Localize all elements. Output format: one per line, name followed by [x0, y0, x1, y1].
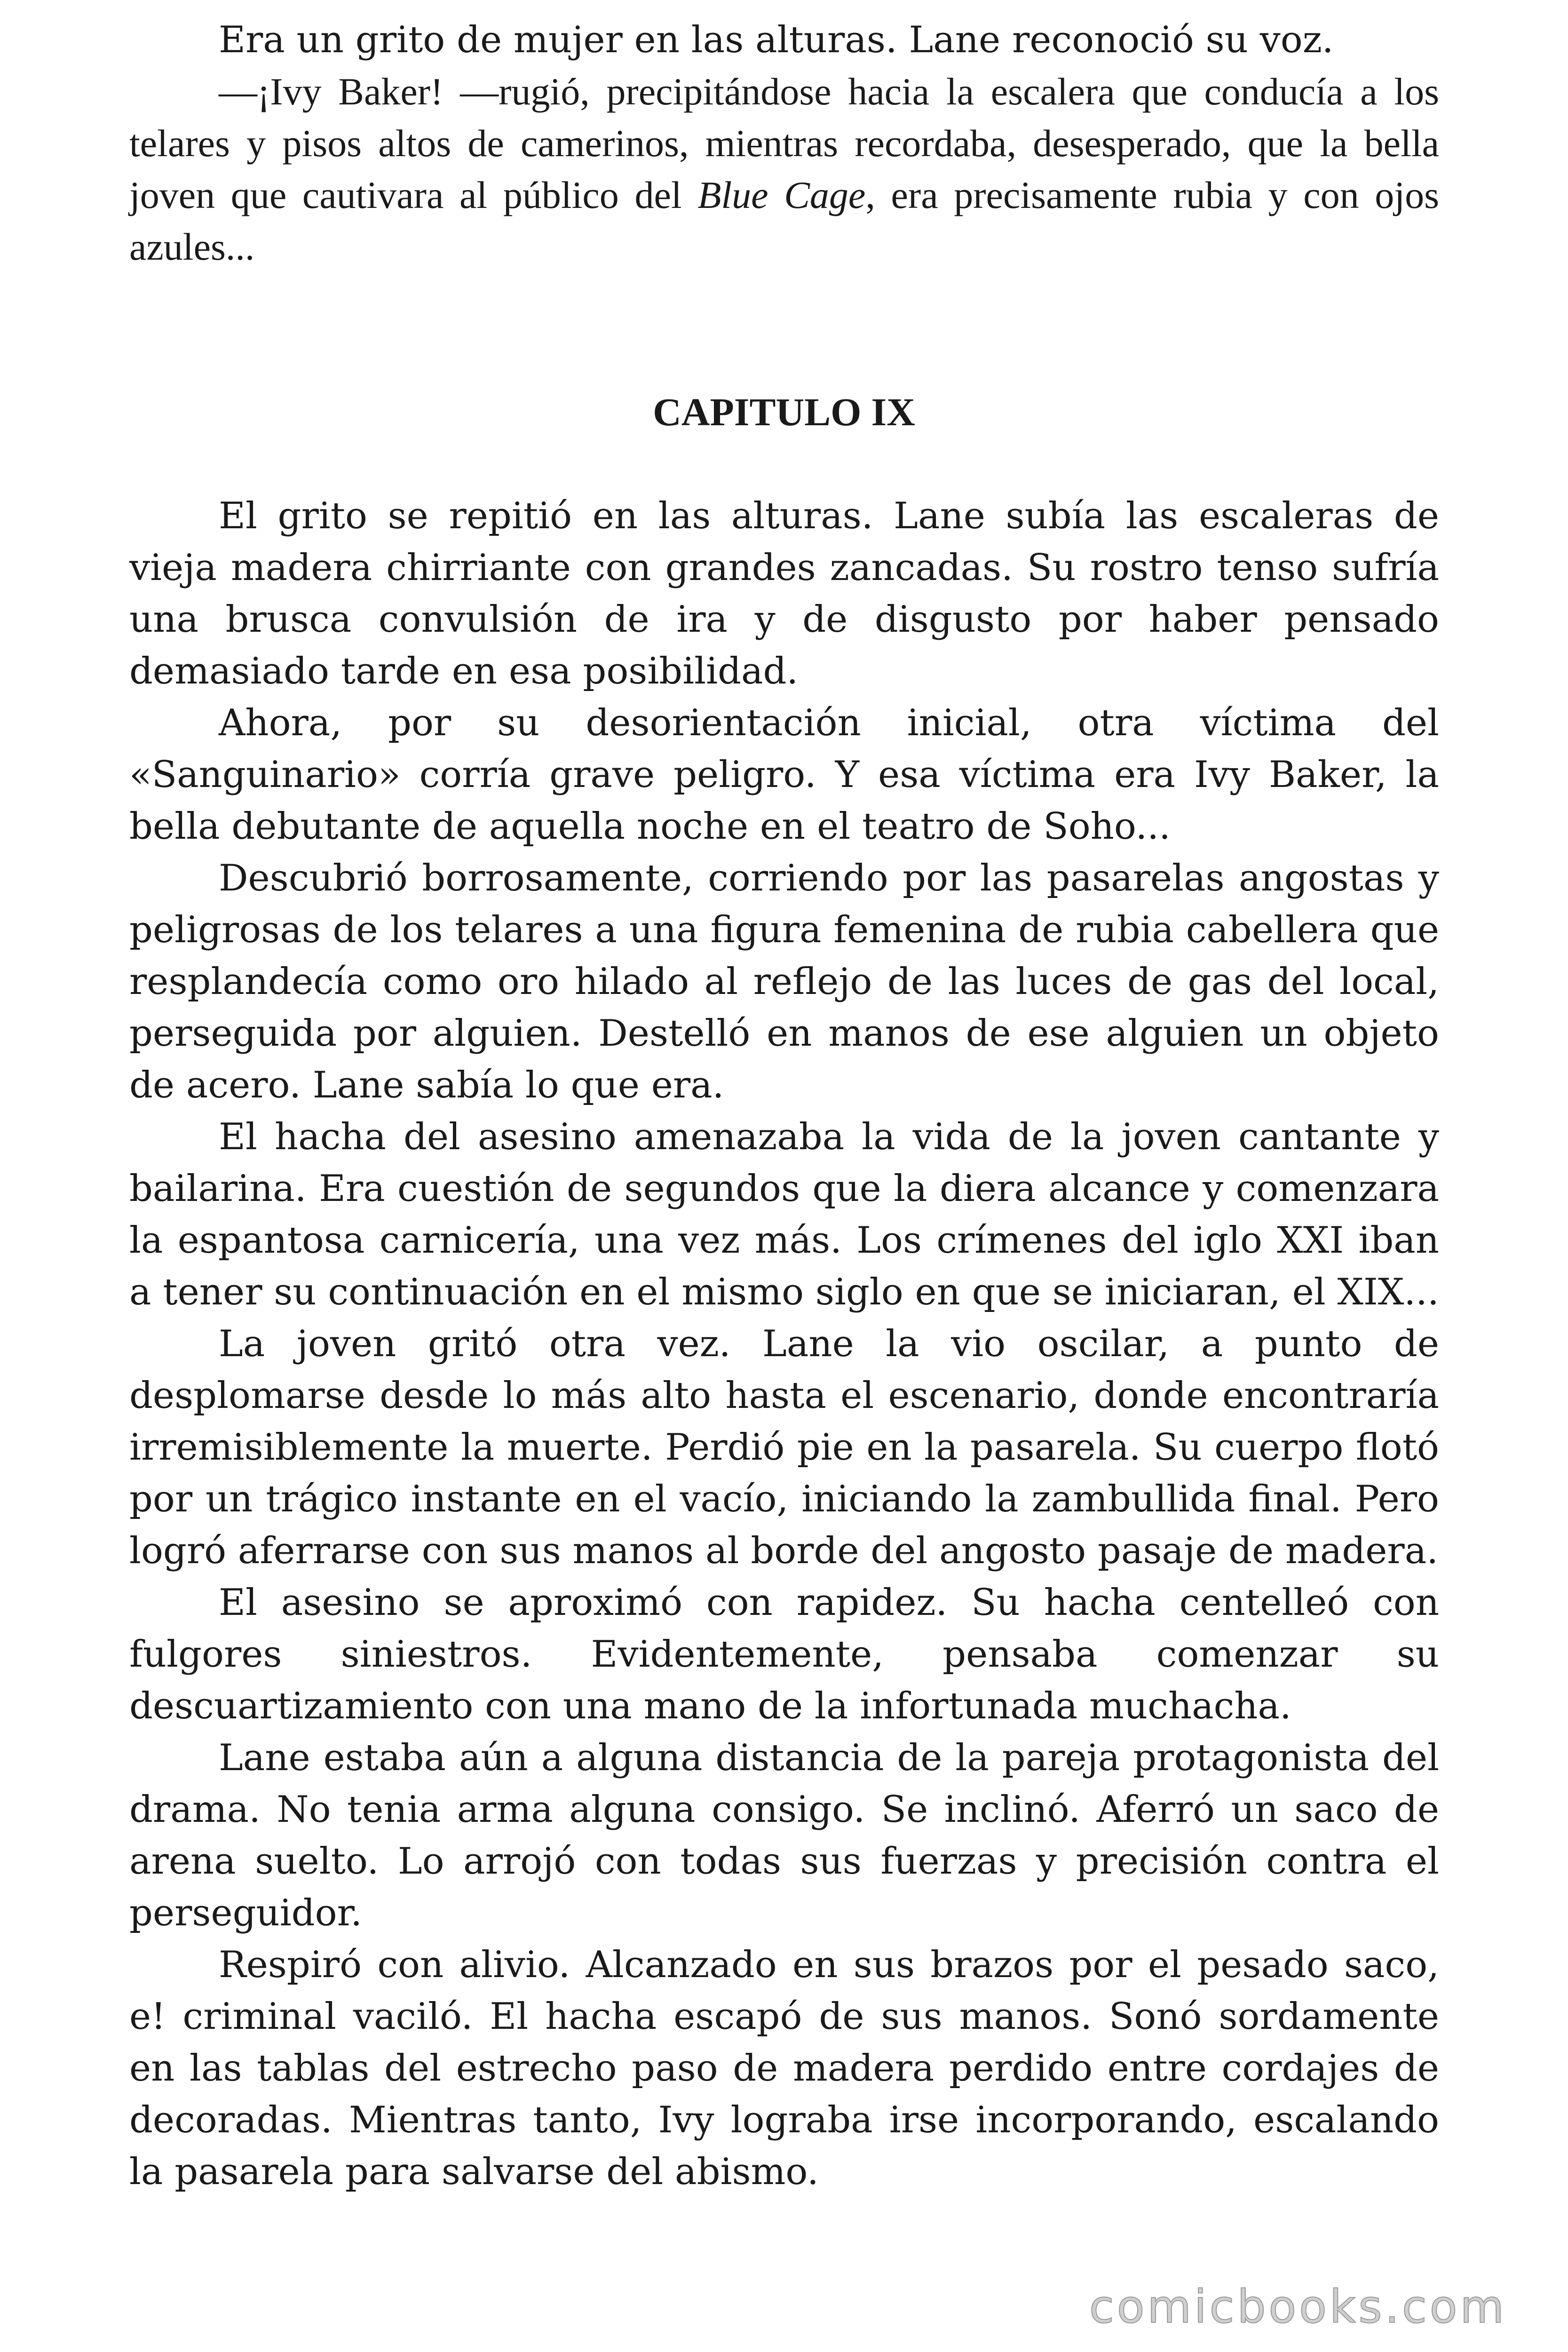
chapter-body: [129, 490, 1439, 2198]
paragraph: Respiró con alivio. Alcanzado en sus brazos por el pesado saco, e! criminal vaciló. El hacha escapó de sus manos. Sonó sordamente en las tablas del estrecho paso de madera perdido entre cordajes de decoradas. Mientras tanto, Ivy lograba irse incorporando, escalando la pasarela para salvarse del abismo.: [129, 1944, 1439, 2193]
paragraph: Era un grito de mujer en las alturas. Lane reconoció su voz.: [219, 19, 1334, 61]
chapter-title: CAPITULO IX: [653, 390, 915, 434]
paragraph-text: , era precisamente rubia y con ojos azules...: [129, 174, 1440, 268]
paragraph: El asesino se aproximó con rapidez. Su hacha centelleó con fulgores siniestros. Evidentemente, pensaba comenzar su descuartizamiento con una mano de la infortunada muchacha.: [129, 1581, 1439, 1727]
italic-title: Blue Cage: [697, 174, 866, 216]
top-section: [129, 14, 1439, 273]
paragraph: El hacha del asesino amenazaba la vida de la joven cantante y bailarina. Era cuestión de segundos que la diera alcance y comenzara la espantosa carnicería, una vez más. Los crímenes del iglo XXI iban a tener su continuación en el mismo siglo en que se iniciaran, el XIX...: [129, 1116, 1439, 1313]
paragraph: [129, 66, 1439, 273]
paragraph: Ahora, por su desorientación inicial, otra víctima del «Sanguinario» corría grave peligro. Y esa víctima era Ivy Baker, la bella debutante de aquella noche en el teatro de Soho...: [129, 702, 1439, 848]
paragraph: Descubrió borrosamente, corriendo por las pasarelas angostas y peligrosas de los telares a una figura femenina de rubia cabellera que resplandecía como oro hilado al reflejo de las luces de gas del local, perseguida por alguien. Destelló en manos de ese alguien un objeto de acero. Lane sabía lo que era.: [129, 857, 1439, 1106]
watermark: comicbooks.com: [1089, 2280, 1507, 2333]
paragraph: Lane estaba aún a alguna distancia de la pareja protagonista del drama. No tenia arma alguna consigo. Se inclinó. Aferró un saco de arena suelto. Lo arrojó con todas sus fuerzas y precisión contra el perseguidor.: [129, 1737, 1439, 1934]
paragraph: La joven gritó otra vez. Lane la vio oscilar, a punto de desplomarse desde lo más alto hasta el escenario, donde encontraría irremisiblemente la muerte. Perdió pie en la pasarela. Su cuerpo flotó por un trágico instante en el vacío, iniciando la zambullida final. Pero logró aferrarse con sus manos al borde del angosto pasaje de madera.: [129, 1323, 1439, 1572]
paragraph: El grito se repitió en las alturas. Lane subía las escaleras de vieja madera chirriante con grandes zancadas. Su rostro tenso sufría una brusca convulsión de ira y de disgusto por haber pensado demasiado tarde en esa posibilidad.: [129, 495, 1439, 692]
paragraph-text: —¡Ivy Baker! —rugió, precipitándose hacia la escalera que conducía a los telares y pisos altos de camerinos, mientras recordaba, desesperado, que la bella joven que cautivara al público del: [129, 70, 1439, 216]
